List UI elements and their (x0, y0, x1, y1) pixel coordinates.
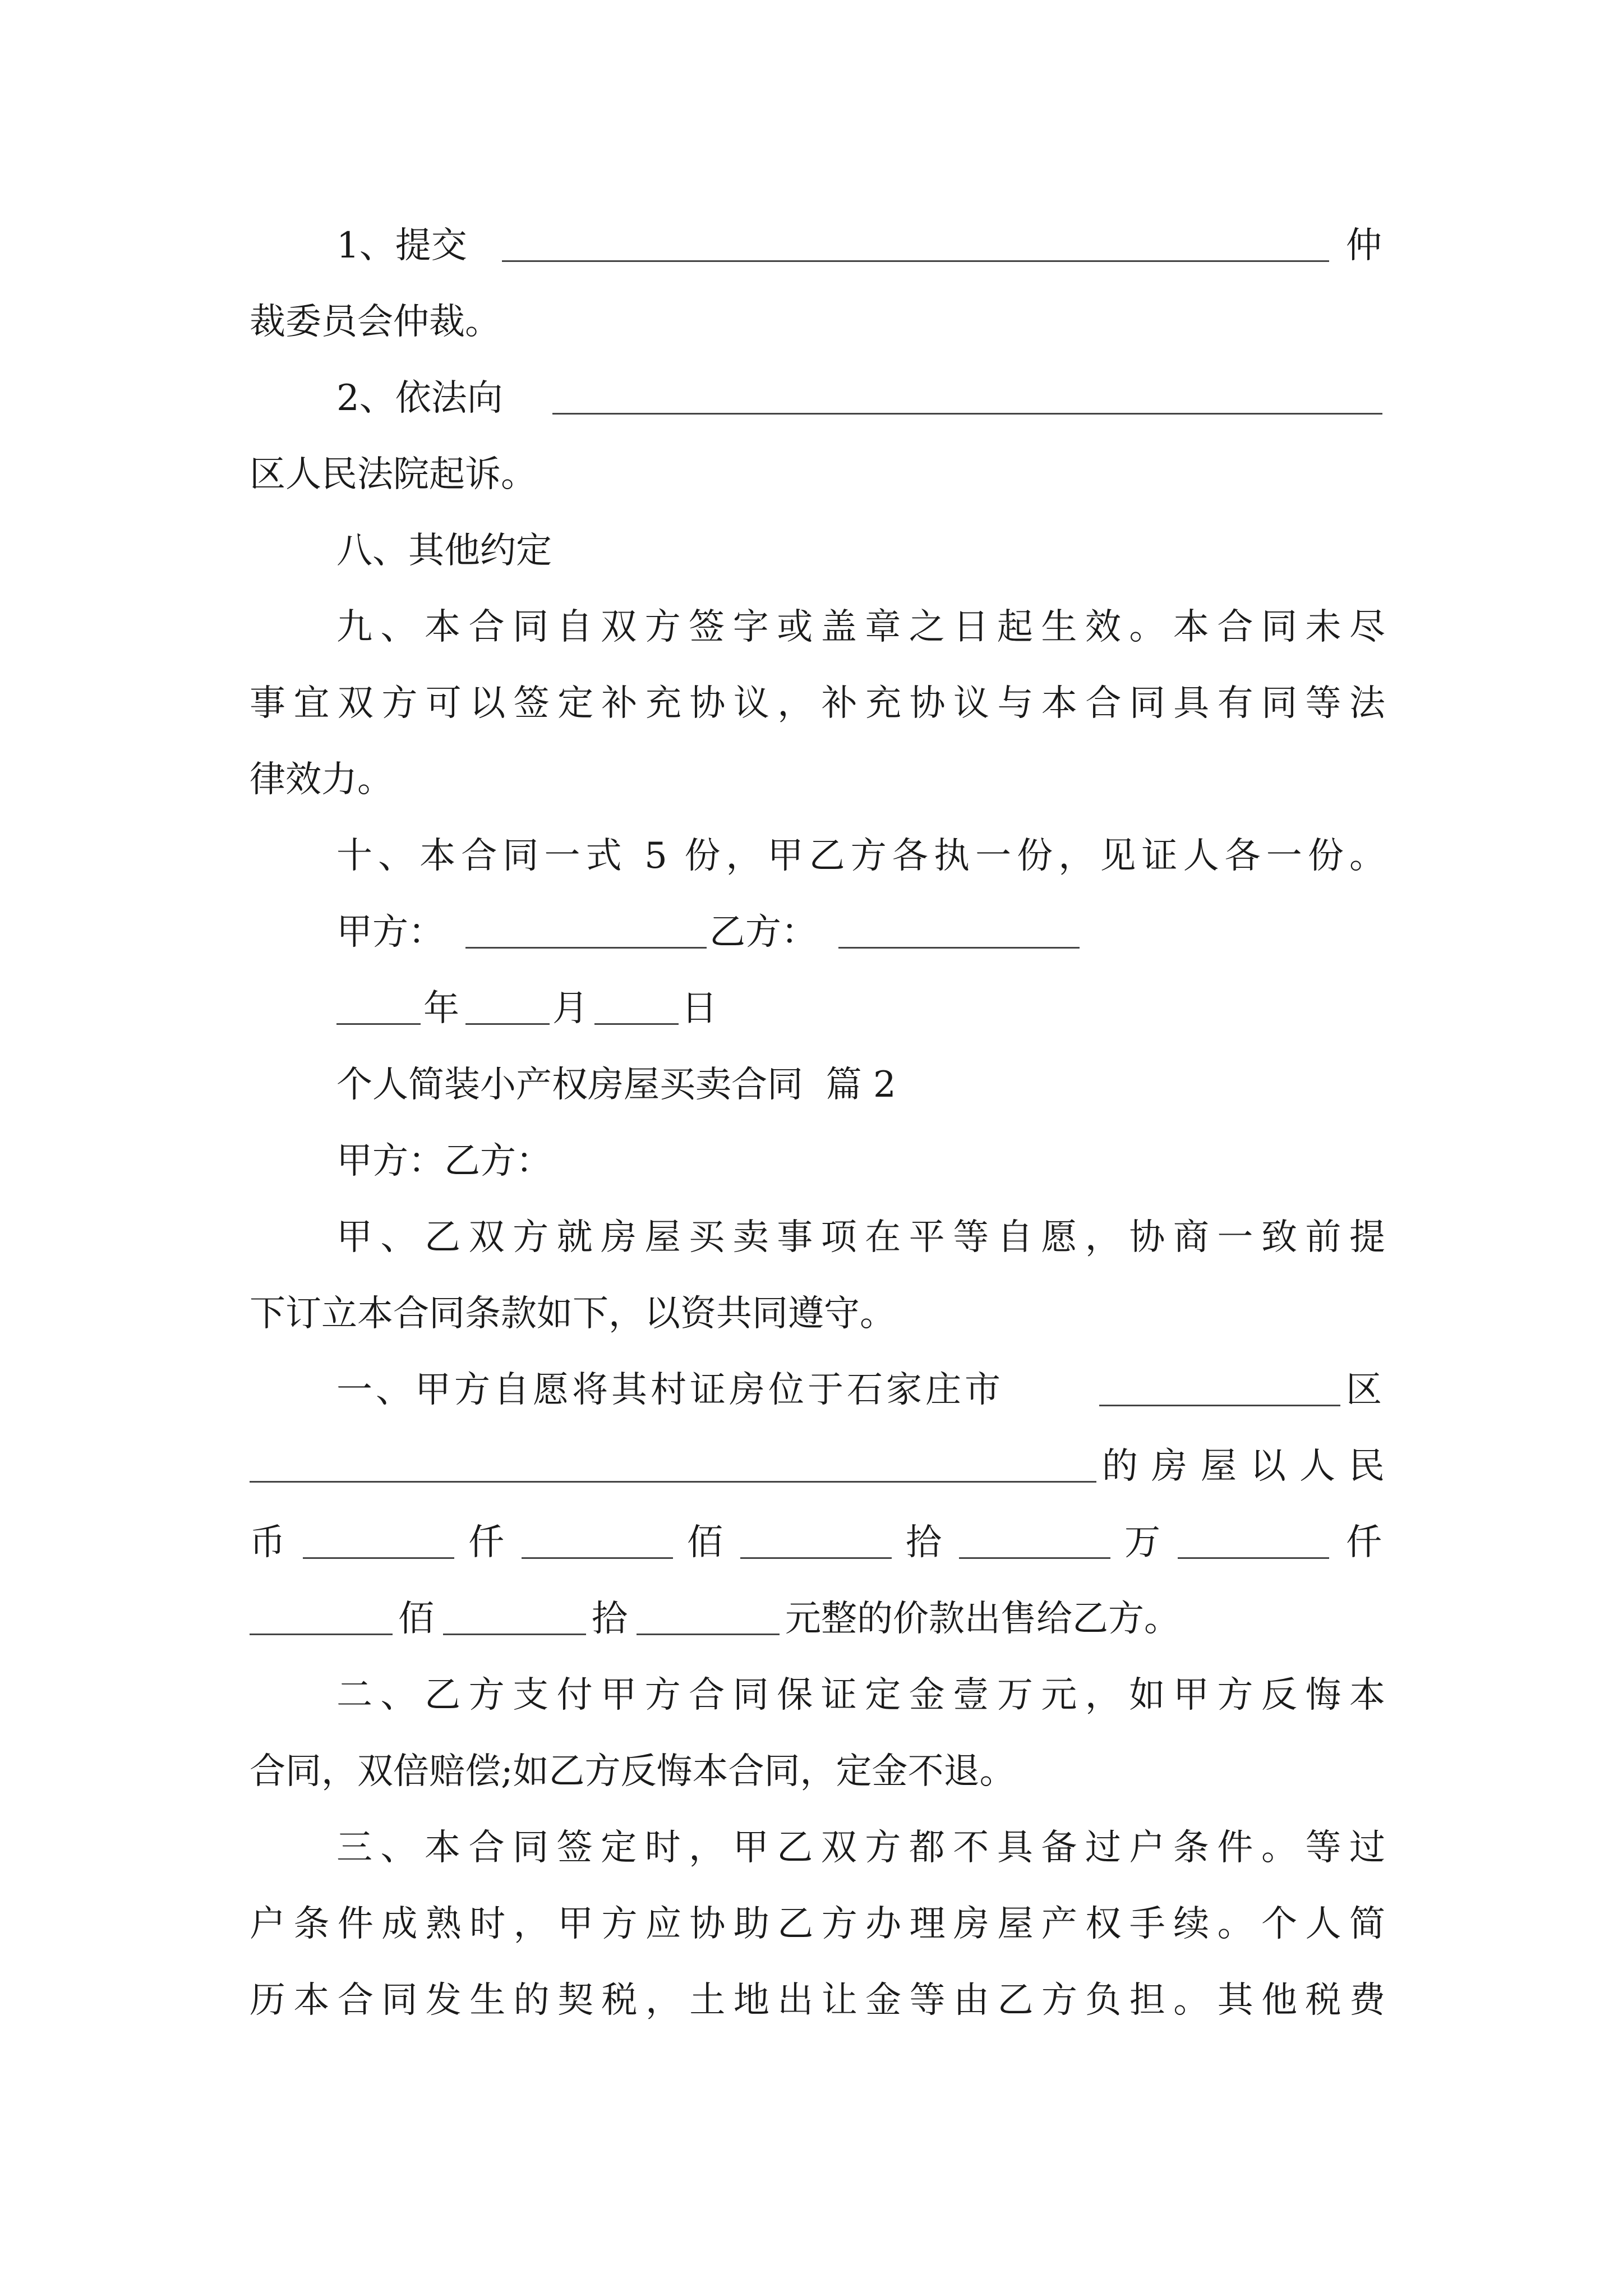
address-blank (250, 1481, 1096, 1483)
item2-blank (552, 413, 1382, 415)
day-label: 日 (681, 988, 717, 1029)
party-b-blank (838, 947, 1080, 949)
section9-line1: 九、本合同自双方签字或盖章之日起生效。本合同未尽 (336, 606, 1385, 648)
item2-prefix: 2、依法向 (336, 378, 503, 419)
section9-line3: 律效力。 (250, 759, 393, 800)
amount-blank-1 (303, 1557, 454, 1559)
amount-blank-4 (959, 1557, 1110, 1559)
parties: 甲方：乙方： (336, 1140, 552, 1182)
clause2-line2: 合同，双倍赔偿;如乙方反悔本合同，定金不退。 (250, 1751, 1016, 1792)
amount-blank-8 (637, 1634, 780, 1635)
party-b-label: 乙方： (709, 912, 817, 953)
amount-blank-2 (522, 1557, 673, 1559)
item1-prefix: 1、提交 (336, 225, 467, 266)
amount-blank-6 (250, 1634, 393, 1635)
district-blank (1099, 1405, 1340, 1406)
signature-line (0, 894, 1623, 970)
section8: 八、其他约定 (336, 530, 552, 572)
clause3-line1: 三、本合同签定时，甲乙双方都不具备过户条件。等过 (336, 1827, 1385, 1869)
district-label: 区 (1346, 1369, 1382, 1411)
title2: 个人简装小产权房屋买卖合同 篇 2 (336, 1064, 896, 1106)
amount-blank-3 (740, 1557, 892, 1559)
party-a-label: 甲方： (336, 912, 444, 953)
date-line (0, 970, 1623, 1047)
clause3-line2: 户条件成熟时，甲方应协助乙方办理房屋产权手续。个人简 (250, 1903, 1385, 1945)
item2-cont: 区人民法院起诉。 (250, 454, 537, 495)
item1-cont: 裁委员会仲裁。 (250, 301, 501, 343)
section10: 十、本合同一式 5 份，甲乙方各执一份，见证人各一份。 (336, 835, 1385, 877)
section9-line2: 事宜双方可以签定补充协议，补充协议与本合同具有同等法 (250, 683, 1385, 724)
amount-blank-5 (1178, 1557, 1329, 1559)
year-blank (336, 1023, 421, 1025)
clause3-line3: 历本合同发生的契税，土地出让金等由乙方负担。其他税费 (250, 1980, 1385, 2021)
clause1-line4: 佰 拾 元整的价款出售给乙方。 (0, 1581, 1623, 1657)
clause1-line2 (0, 1428, 1623, 1504)
intro-line2: 下订立本合同条款如下，以资共同遵守。 (250, 1293, 896, 1335)
clause1-line3: 币 仟 佰 拾 万 仟 (250, 1522, 1382, 1563)
day-blank (594, 1023, 679, 1025)
clause1-line1 (0, 1352, 1623, 1428)
clause2-line1: 二、乙方支付甲方合同保证定金壹万元，如甲方反悔本 (336, 1674, 1385, 1716)
year-label: 年 (423, 988, 459, 1029)
party-a-blank (465, 947, 707, 949)
intro-line1: 甲、乙双方就房屋买卖事项在平等自愿，协商一致前提 (336, 1217, 1385, 1258)
clause1-prefix: 一、甲方自愿将其村证房位于石家庄市 (336, 1369, 1004, 1411)
item1-line (0, 208, 1623, 284)
item2-line (0, 360, 1623, 436)
item1-suffix: 仲 (1346, 225, 1382, 266)
month-blank (465, 1023, 550, 1025)
amount-blank-7 (443, 1634, 586, 1635)
month-label: 月 (552, 988, 588, 1029)
item1-blank (502, 260, 1329, 262)
clause1-line2-suffix: 的房屋以人民 (1102, 1446, 1398, 1487)
